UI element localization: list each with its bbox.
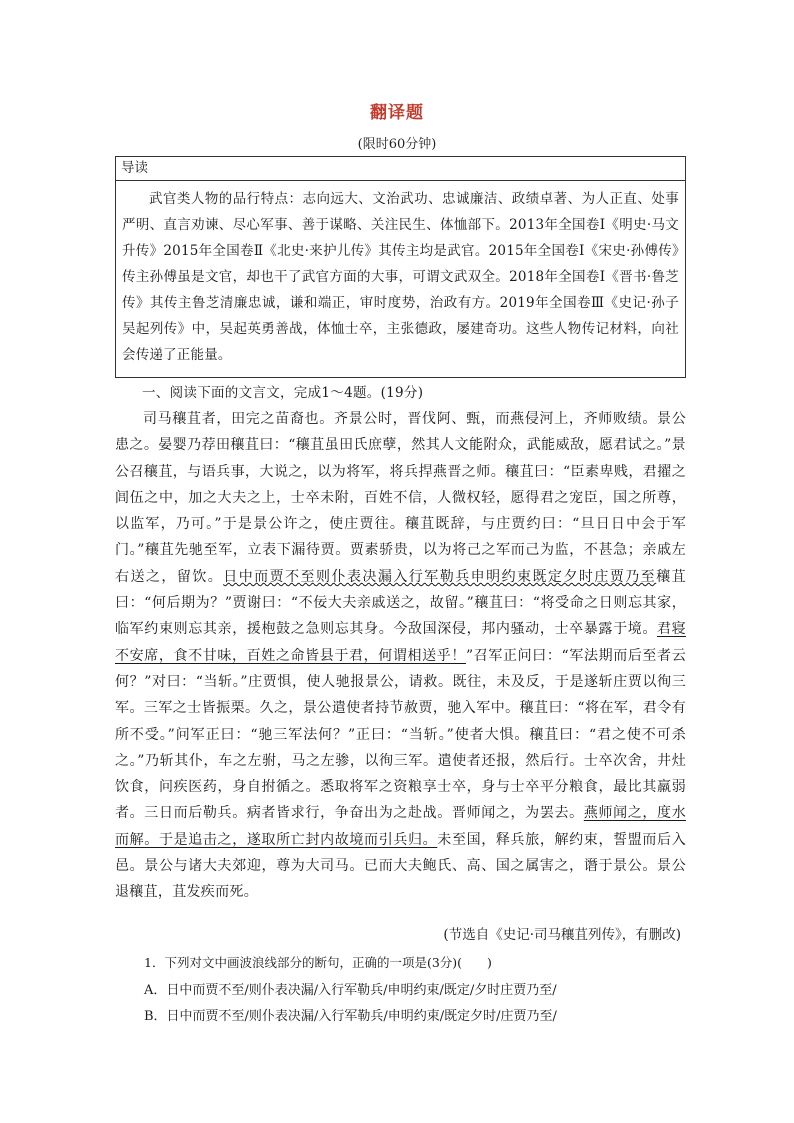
guide-heading: 导读 bbox=[116, 157, 685, 181]
guide-body: 武官类人物的品行特点：志向远大、文治武功、忠诚廉洁、政绩卓著、为人正直、处事严明、直言劝谏、尽心军事、善于谋略、关注民生、体恤部下。2013年全国卷Ⅰ《明史·马文升传》2015年全国卷Ⅱ《北史·来护儿传》其传主均是武官。2015年全国卷Ⅰ《宋史·孙傅传》传主孙傅虽是文官，却也干了武官方面的大事，可谓文武双全。2018年全国卷Ⅰ《晋书·鲁芝传》其传主鲁芝清廉忠诚，谦和端正，审时度势，治政有方。2019年全国卷Ⅲ《史记·孙子吴起列传》中，吴起英勇善战，体恤士卒，主张德政，屡建奇功。这些人物传记材料，向社会传递了正能量。 bbox=[122, 191, 679, 363]
classical-passage bbox=[115, 406, 686, 906]
passage-part-2: 穰苴曰：“何后期为？”贾谢曰：“不佞大夫亲戚送之，故留。”穰苴曰：“将受命之日则忘其家，临军约束则忘其亲，援枹鼓之急则忘其身。今敌国深侵，邦内骚动，士卒暴露于境。 bbox=[115, 568, 686, 638]
question-1-option-a: A．日中而贾不至/则仆表决漏/入行军勒兵/申明约束/既定/夕时庄贾乃至/ bbox=[144, 983, 557, 998]
question-1-option-b: B．日中而贾不至/则仆表决漏/入行军勒兵/申明约束/既定夕时/庄贾乃至/ bbox=[144, 1009, 557, 1024]
time-limit-subtitle: (限时60分钟) bbox=[357, 137, 437, 152]
passage-part-3: ”召军正问曰：“军法期而后至者云何？”对曰：“当斩。”庄贾惧，使人驰报景公，请救。既往，未及反，于是遂斩庄贾以徇三军。三军之士皆振栗。久之，景公遣使者持节赦贾，驰入军中。穰苴曰：“将在军，君令有所不受。”问军正曰：“驰三军法何？”正曰：“当斩。”使者大惧。穰苴曰：“君之使不可杀之。”乃斩其仆，车之左驸，马之左骖，以徇三军。遣使者还报，然后行。士卒次舍，井灶饮食，问疾医药，身自拊循之。悉取将军之资粮享士卒，身与士卒平分粮食，最比其羸弱者。三日而后勒兵。病者皆求行，争奋出为之赴战。晋师闻之，为罢去。 bbox=[115, 647, 686, 822]
underlined-sentence-1: 君寝不安席，食不甘味，百姓之命皆县于君，何谓相送乎！ bbox=[115, 621, 686, 664]
passage-source: (节选自《史记·司马穰苴列传》，有删改) bbox=[443, 927, 681, 943]
page-title: 翻译题 bbox=[370, 103, 424, 123]
passage-part-4: 未至国，释兵旅，解约束，誓盟而后入邑。景公与诸大夫郊迎，尊为大司马。已而大夫鲍氏、高、国之属害之，谮于景公。景公退穰苴，苴发疾而死。 bbox=[115, 831, 686, 901]
wavy-underlined-sentence: 日中而贾不至则仆表决漏入行军勒兵申明约束既定夕时庄贾乃至 bbox=[223, 568, 657, 585]
passage-part-1: 司马穰苴者，田完之苗裔也。齐景公时，晋伐阿、甄，而燕侵河上，齐师败绩。景公患之。晏婴乃荐田穰苴曰：“穰苴虽田氏庶孽，然其人文能附众，武能威敌，愿君试之。”景公召穰苴，与语兵事，大说之，以为将军，将兵捍燕晋之师。穰苴曰：“臣素卑贱，君擢之闾伍之中，加之大夫之上，士卒未附，百姓不信，人微权轻，愿得君之宠臣，国之所尊，以监军，乃可。”于是景公许之，使庄贾往。穰苴既辞，与庄贾约曰：“旦日日中会于军门。”穰苴先驰至军，立表下漏待贾。贾素骄贵，以为将己之军而己为监，不甚急；亲戚左右送之，留饮。 bbox=[115, 411, 686, 585]
guide-box bbox=[115, 156, 686, 378]
question-intro: 一、阅读下面的文言文，完成1～4题。(19分) bbox=[142, 385, 424, 401]
underlined-sentence-2: 燕师闻之，度水而解。于是追击之，遂取所亡封内故境而引兵归。 bbox=[115, 805, 686, 848]
question-1-stem: 1．下列对文中画波浪线部分的断句，正确的一项是(3分)( ) bbox=[144, 955, 492, 970]
